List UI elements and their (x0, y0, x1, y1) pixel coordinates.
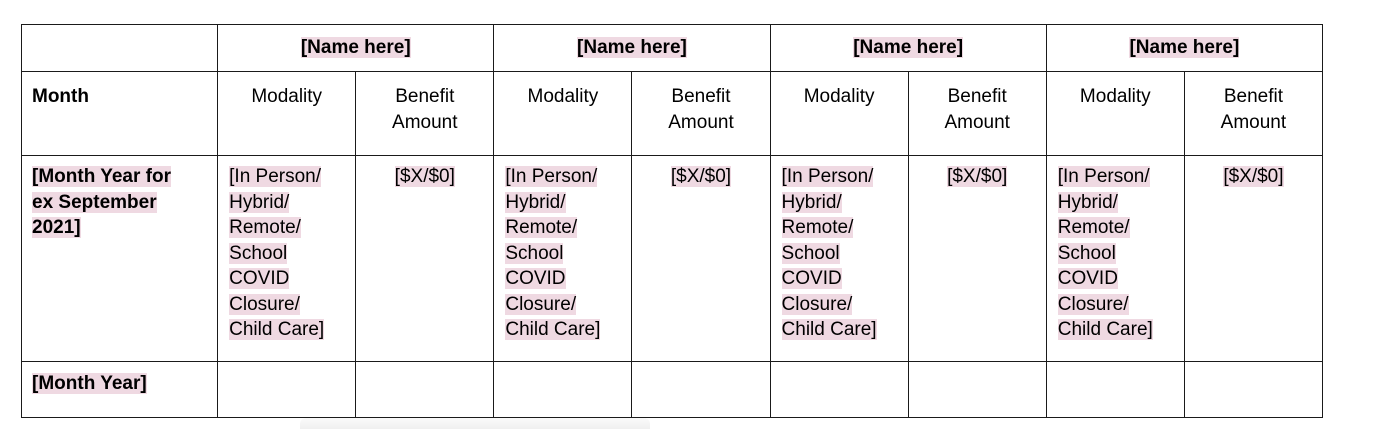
modality-line: School (505, 242, 564, 264)
modality-line: Child Care] (781, 319, 877, 340)
page-edge-shadow (300, 418, 650, 429)
name-header-2 (494, 25, 770, 72)
benefit-header-line: Amount (944, 111, 1010, 133)
benefit-header (632, 72, 770, 156)
benefit-header-line: Benefit (947, 86, 1007, 107)
name-header-4 (1046, 25, 1322, 72)
empty-cell (356, 362, 494, 418)
benefit-header-line: Benefit (1223, 86, 1283, 107)
modality-cell (1046, 156, 1184, 362)
month-header: Month (22, 72, 218, 156)
empty-cell (770, 362, 908, 418)
benefit-cell (1184, 156, 1322, 362)
modality-line: [In Person/ (505, 166, 598, 187)
month-line: ex September (32, 191, 157, 213)
empty-cell (1184, 362, 1322, 418)
modality-line: Child Care] (505, 319, 601, 340)
modality-line: COVID (1057, 268, 1118, 289)
corner-cell (22, 25, 218, 72)
modality-header: Modality (770, 72, 908, 156)
modality-cell (218, 156, 356, 362)
modality-line: Remote/ (781, 217, 854, 238)
table-row (22, 156, 1323, 362)
benefit-value: [$X/$0] (1223, 166, 1284, 187)
modality-header: Modality (1046, 72, 1184, 156)
modality-line: Child Care] (229, 319, 325, 340)
modality-line: Hybrid/ (1057, 191, 1118, 213)
benefit-cell (356, 156, 494, 362)
modality-line: Remote/ (1057, 217, 1130, 238)
benefit-header (356, 72, 494, 156)
name-label: [Name here] (853, 37, 964, 59)
modality-line: [In Person/ (781, 166, 874, 187)
benefit-value: [$X/$0] (670, 166, 732, 187)
month-cell (22, 156, 218, 362)
name-label: [Name here] (1129, 37, 1240, 59)
benefit-header-line: Benefit (395, 86, 455, 107)
modality-header: Modality (494, 72, 632, 156)
benefit-value: [$X/$0] (947, 166, 1008, 187)
month-label: [Month Year] (32, 373, 147, 394)
modality-line: Remote/ (505, 217, 578, 238)
modality-line: Child Care] (1057, 319, 1153, 340)
modality-line: Hybrid/ (781, 191, 842, 213)
modality-line: School (1057, 242, 1116, 264)
month-line: 2021] (32, 217, 81, 238)
empty-cell (218, 362, 356, 418)
name-header-1 (218, 25, 494, 72)
modality-line: COVID (505, 268, 566, 289)
benefit-header (908, 72, 1046, 156)
name-label: [Name here] (577, 37, 687, 59)
modality-line: School (781, 242, 840, 264)
benefit-header-line: Amount (1220, 111, 1287, 133)
modality-line: [In Person/ (229, 166, 322, 187)
benefit-header (1184, 72, 1322, 156)
benefit-header-line: Amount (392, 111, 458, 133)
modality-header: Modality (218, 72, 356, 156)
modality-line: Hybrid/ (229, 191, 290, 213)
name-header-row (22, 25, 1323, 72)
empty-cell (494, 362, 632, 418)
name-label: [Name here] (300, 37, 411, 59)
benefit-header-line: Amount (668, 111, 734, 133)
name-header-3 (770, 25, 1046, 72)
month-cell (22, 362, 218, 418)
modality-line: School (229, 242, 288, 264)
modality-line: Closure/ (505, 293, 577, 315)
benefit-header-line: Benefit (671, 86, 731, 107)
modality-line: Closure/ (781, 293, 853, 315)
modality-line: Hybrid/ (505, 191, 566, 213)
benefit-table (21, 24, 1323, 418)
modality-line: Closure/ (229, 293, 300, 315)
modality-line: Remote/ (229, 217, 301, 238)
column-header-row (22, 72, 1323, 156)
modality-line: COVID (229, 268, 290, 289)
empty-cell (908, 362, 1046, 418)
empty-cell (632, 362, 770, 418)
benefit-cell (908, 156, 1046, 362)
modality-line: [In Person/ (1057, 166, 1150, 187)
benefit-cell (632, 156, 770, 362)
table-row (22, 362, 1323, 418)
modality-line: COVID (781, 268, 842, 289)
modality-cell (494, 156, 632, 362)
modality-line: Closure/ (1057, 293, 1129, 315)
modality-cell (770, 156, 908, 362)
month-line: [Month Year for (32, 166, 171, 187)
benefit-value: [$X/$0] (394, 166, 455, 187)
empty-cell (1046, 362, 1184, 418)
